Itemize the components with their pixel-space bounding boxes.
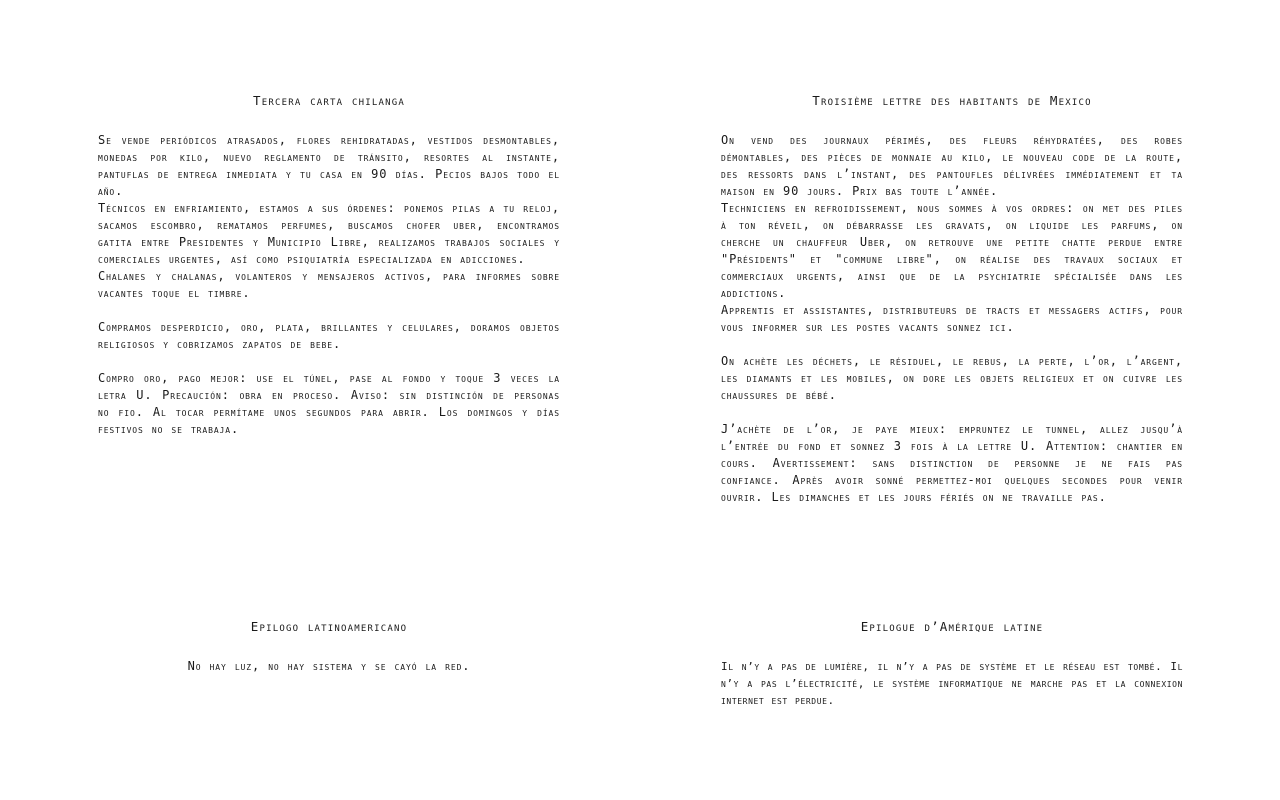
right-epilogue-text: Il n’y a pas de lumière, il n’y a pas de système et le réseau est tombé. Il n’y a pas l’électricité, le système informatique ne marche pas et la connexion internet est perdue. [721, 660, 1183, 707]
right-paragraph-2: Techniciens en refroidissement, nous sommes à vos ordres: on met des piles à ton réveil, on débarrasse les gravats, on liquide les parfums, on cherche un chauffeur Uber, on retrouve une petite chatte perdue entre "Présidents" et "commune libre", on réalise des travaux sociaux et commerciaux urgents, ainsi que de la psychiatrie spécialisée dans les addictions. [721, 201, 1183, 300]
right-paragraph-5: J’achète de l’or, je paye mieux: empruntez le tunnel, allez jusqu’à l’entrée du fond et sonnez 3 fois à la lettre U. Attention: chantier en cours. Avertissement: sans distinction de personne je ne fais pas confiance. Après avoir sonné permettez-moi quelques secondes pour venir ouvrir. Les dimanches et les jours fériés on ne travaille pas. [721, 422, 1183, 504]
right-epilogue [721, 618, 1183, 709]
left-paragraph-4: Compramos desperdicio, oro, plata, brillantes y celulares, doramos objetos religiosos y cobrizamos zapatos de bebe. [98, 320, 560, 351]
right-letter-title: Troisième lettre des habitants de Mexico [812, 93, 1092, 108]
right-letter [721, 92, 1183, 506]
right-paragraph-4: On achète les déchets, le résiduel, le rebus, la perte, l’or, l’argent, les diamants et les mobiles, on dore les objets religieux et on cuivre les chaussures de bébé. [721, 354, 1183, 402]
left-letter-title: Tercera carta chilanga [253, 93, 405, 108]
left-letter [98, 92, 560, 438]
left-epilogue [98, 618, 560, 675]
left-paragraph-2: Técnicos en enfriamiento, estamos a sus órdenes: ponemos pilas a tu reloj, sacamos escombro, rematamos perfumes, buscamos chofer uber, encontramos gatita entre Presidentes y Municipio Libre, realizamos trabajos sociales y comerciales urgentes, así como psiquiatría especializada en adicciones. [98, 201, 560, 266]
left-epilogue-text: No hay luz, no hay sistema y se cayó la red. [187, 659, 471, 673]
right-epilogue-title: Epilogue d’Amérique latine [860, 619, 1044, 634]
left-paragraph-1: Se vende periódicos atrasados, flores rehidratadas, vestidos desmontables, monedas por kilo, nuevo reglamento de tránsito, resortes al instante, pantuflas de entrega inmediata y tu casa en 90 días. Pecios bajos todo el año. [98, 133, 560, 198]
left-epilogue-title: Epilogo latinoamericano [250, 619, 408, 634]
right-paragraph-3: Apprentis et assistantes, distributeurs de tracts et messagers actifs, pour vous informer sur les postes vacants sonnez ici. [721, 303, 1183, 334]
left-paragraph-5: Compro oro, pago mejor: use el túnel, pase al fondo y toque 3 veces la letra U. Precaución: obra en proceso. Aviso: sin distinción de personas no fio. Al tocar permítame unos segundos para abrir. Los domingos y días festivos no se trabaja. [98, 371, 560, 436]
left-paragraph-3: Chalanes y chalanas, volanteros y mensajeros activos, para informes sobre vacantes toque el timbre. [98, 269, 560, 300]
right-paragraph-1: On vend des journaux périmés, des fleurs réhydratées, des robes démontables, des pièces de monnaie au kilo, le nouveau code de la route, des ressorts dans l’instant, des pantoufles délivrées immédiatement et ta maison en 90 jours. Prix bas toute l’année. [721, 133, 1183, 198]
